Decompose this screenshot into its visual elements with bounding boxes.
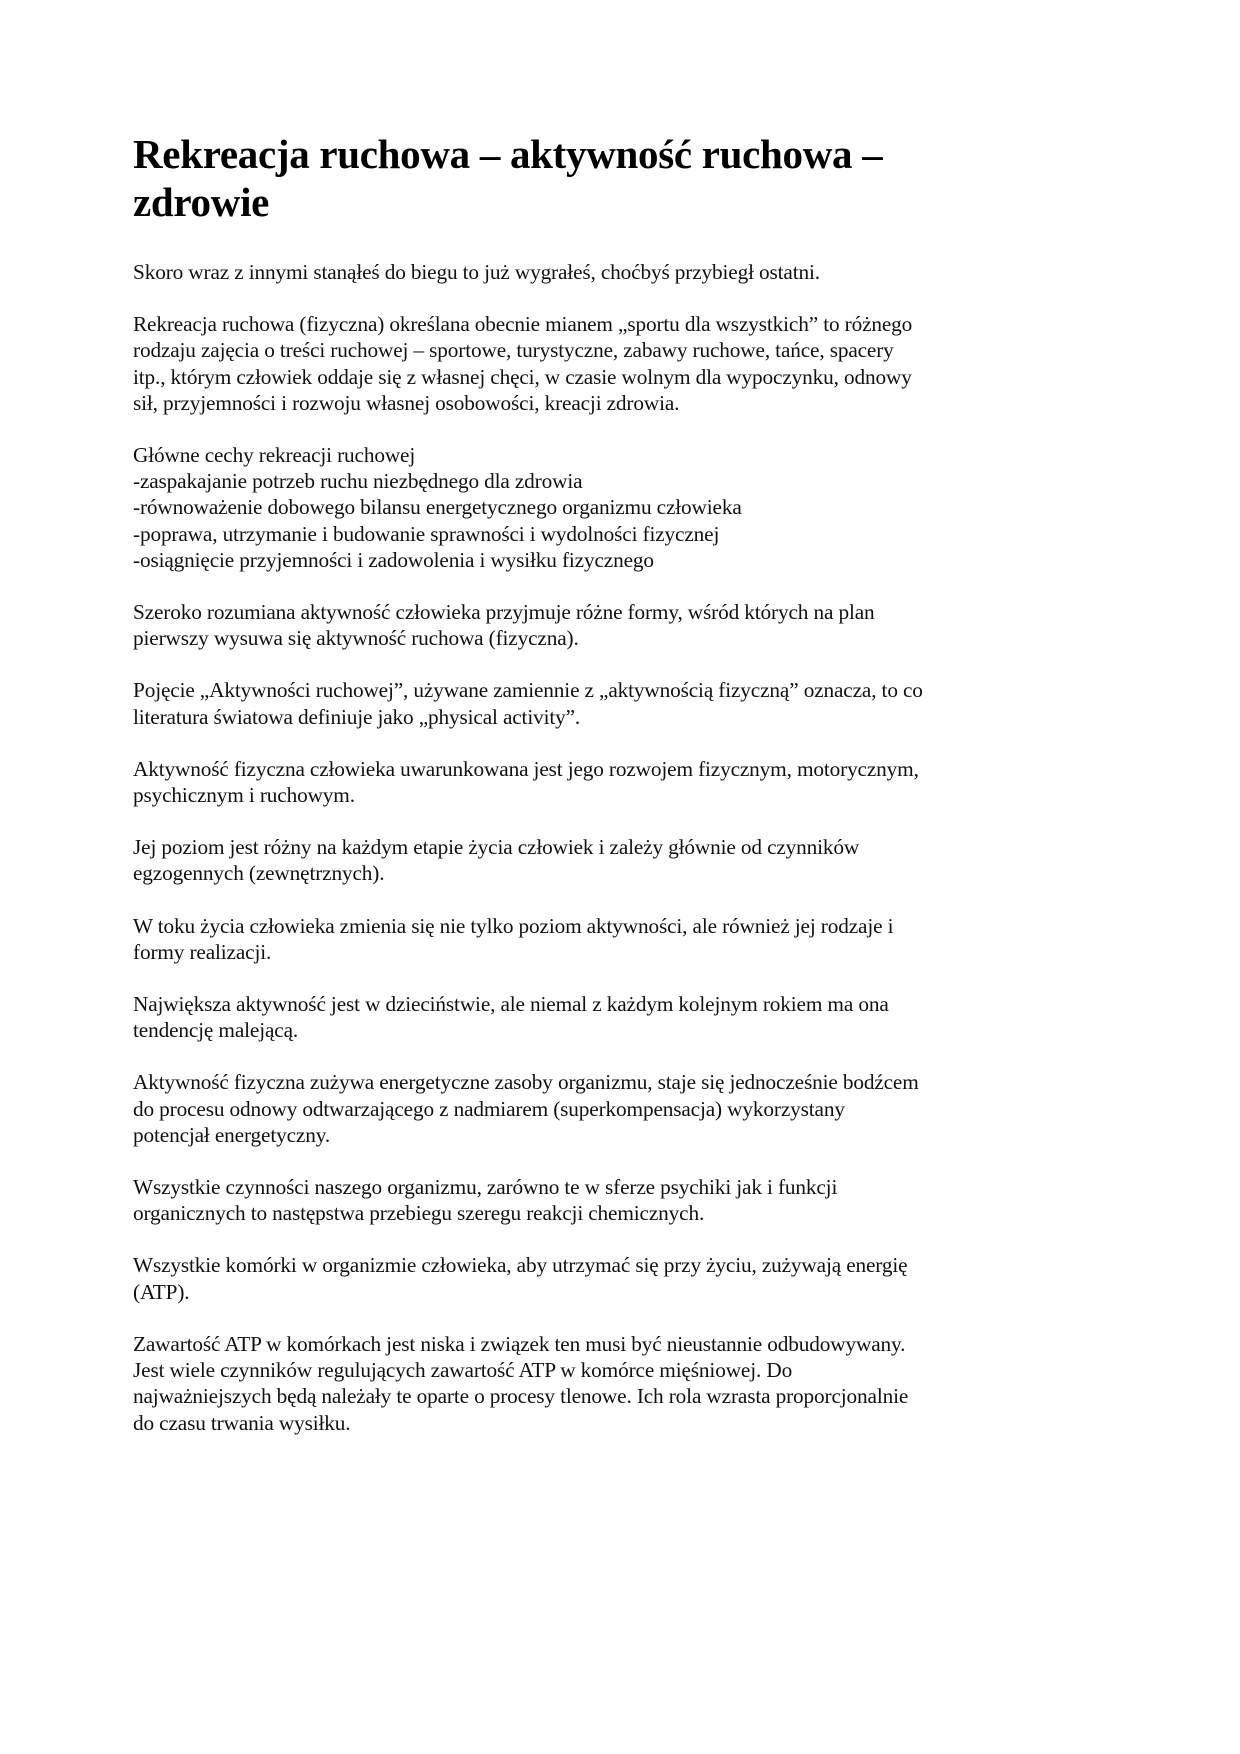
title-line: Rekreacja ruchowa – aktywność ruchowa – xyxy=(133,131,883,177)
paragraph xyxy=(133,599,1093,651)
text-line: Skoro wraz z innymi stanąłeś do biegu to już wygrałeś, choćbyś przybiegł ostatni. xyxy=(133,260,820,284)
text-line: Wszystkie czynności naszego organizmu, zarówno te w sferze psychiki jak i funkcji xyxy=(133,1175,838,1200)
text-line: pierwszy wysuwa się aktywność ruchowa (fizyczna). xyxy=(133,626,579,651)
text-line: Jest wiele czynników regulujących zawartość ATP w komórce mięśniowej. Do xyxy=(133,1358,793,1383)
definition-paragraph xyxy=(133,311,1093,416)
title-line: zdrowie xyxy=(133,179,270,225)
motto-paragraph xyxy=(133,259,1093,285)
paragraph xyxy=(133,834,1093,886)
document-title xyxy=(133,130,1093,226)
text-line: Aktywność fizyczna zużywa energetyczne zasoby organizmu, staje się jednocześnie bodźcem xyxy=(133,1070,919,1095)
paragraph xyxy=(133,1252,1093,1304)
list-item: -zaspakajanie potrzeb ruchu niezbędnego dla zdrowia xyxy=(133,469,583,494)
list-item: -poprawa, utrzymanie i budowanie sprawności i wydolności fizycznej xyxy=(133,521,720,546)
paragraph xyxy=(133,677,1093,729)
text-line: do czasu trwania wysiłku. xyxy=(133,1410,351,1435)
paragraph xyxy=(133,991,1093,1043)
list-item: -równoważenie dobowego bilansu energetycznego organizmu człowieka xyxy=(133,495,742,520)
paragraph xyxy=(133,756,1093,808)
text-line: Aktywność fizyczna człowieka uwarunkowana jest jego rozwojem fizycznym, motorycznym, xyxy=(133,756,919,781)
paragraph xyxy=(133,1331,1093,1436)
text-line: egzogennych (zewnętrznych). xyxy=(133,861,385,886)
paragraph xyxy=(133,1174,1093,1226)
text-line: Zawartość ATP w komórkach jest niska i związek ten musi być nieustannie odbudowywany. xyxy=(133,1331,906,1356)
document-page xyxy=(133,130,1093,1462)
text-line: organicznych to następstwa przebiegu szeregu reakcji chemicznych. xyxy=(133,1201,705,1226)
list-item: -osiągnięcie przyjemności i zadowolenia i wysiłku fizycznego xyxy=(133,547,654,572)
text-line: potencjał energetyczny. xyxy=(133,1122,330,1147)
text-line: Pojęcie „Aktywności ruchowej”, używane zamiennie z „aktywnością fizyczną” oznacza, to co xyxy=(133,678,923,703)
features-list xyxy=(133,442,1093,573)
text-line: psychicznym i ruchowym. xyxy=(133,783,355,808)
text-line: Szeroko rozumiana aktywność człowieka przyjmuje różne formy, wśród których na plan xyxy=(133,600,875,625)
text-line: itp., którym człowiek oddaje się z własnej chęci, w czasie wolnym dla wypoczynku, odnowy xyxy=(133,364,912,389)
paragraph xyxy=(133,913,1093,965)
text-line: literatura światowa definiuje jako „physical activity”. xyxy=(133,704,581,729)
text-line: sił, przyjemności i rozwoju własnej osobowości, kreacji zdrowia. xyxy=(133,390,680,415)
text-line: Wszystkie komórki w organizmie człowieka, aby utrzymać się przy życiu, zużywają energię xyxy=(133,1253,908,1278)
paragraph xyxy=(133,1069,1093,1148)
text-line: Jej poziom jest różny na każdym etapie życia człowiek i zależy głównie od czynników xyxy=(133,835,860,860)
text-line: Największa aktywność jest w dzieciństwie, ale niemal z każdym kolejnym rokiem ma ona xyxy=(133,992,889,1017)
text-line: najważniejszych będą należały te oparte o procesy tlenowe. Ich rola wzrasta proporcjonalnie xyxy=(133,1384,909,1409)
text-line: W toku życia człowieka zmienia się nie tylko poziom aktywności, ale również jej rodzaje i xyxy=(133,913,894,938)
text-line: rodzaju zajęcia o treści ruchowej – sportowe, turystyczne, zabawy ruchowe, tańce, spacery xyxy=(133,338,894,363)
list-heading: Główne cechy rekreacji ruchowej xyxy=(133,443,416,468)
text-line: formy realizacji. xyxy=(133,939,272,964)
text-line: Rekreacja ruchowa (fizyczna) określana obecnie mianem „sportu dla wszystkich” to różnego xyxy=(133,312,913,337)
text-line: (ATP). xyxy=(133,1279,190,1304)
text-line: tendencję malejącą. xyxy=(133,1018,299,1043)
text-line: do procesu odnowy odtwarzającego z nadmiarem (superkompensacja) wykorzystany xyxy=(133,1096,845,1121)
